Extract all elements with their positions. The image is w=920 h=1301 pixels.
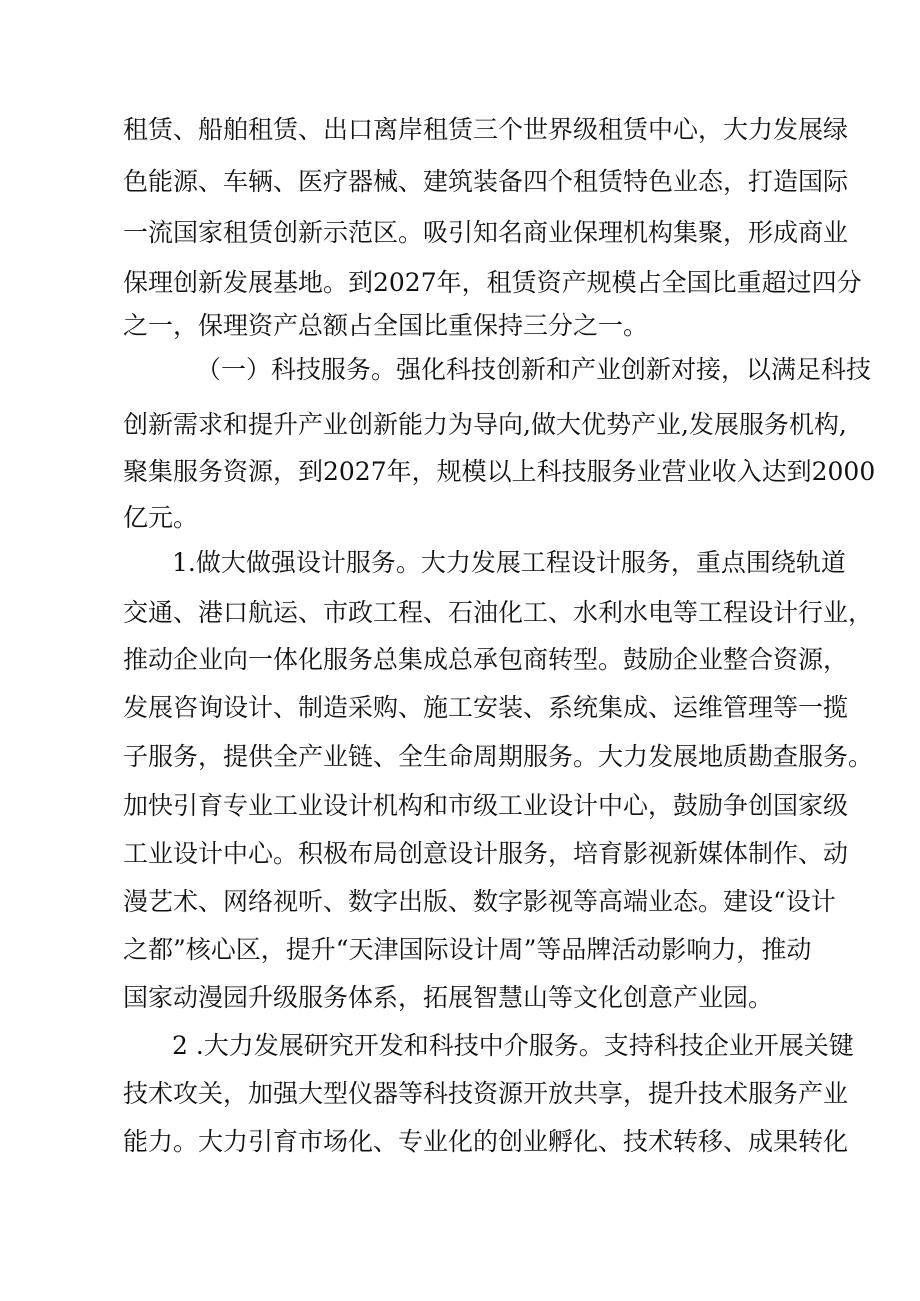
section-heading-line: （一）科技服务。强化科技创新和产业创新对接，以满足科技 — [196, 355, 872, 384]
text-line-5: 之一，保理资产总额占全国比重保持三分之一。 — [123, 311, 649, 340]
text-line-3: 一流国家租赁创新示范区。吸引知名商业保理机构集聚，形成商业 — [123, 218, 849, 247]
text-line-19: 国家动漫园升级服务体系，拓展智慧山等文化创意产业园。 — [123, 983, 774, 1012]
text-line-7: 创新需求和提升产业创新能力为导向,做大优势产业,发展服务机构, — [123, 410, 847, 439]
text-line-21: 技术攻关，加强大型仪器等科技资源开放共享，提升技术服务产业 — [123, 1079, 849, 1108]
text-line-8: 聚集服务资源，到2027年，规模以上科技服务业营业收入达到2000 — [123, 457, 876, 486]
text-line-9: 亿元。 — [123, 503, 199, 532]
item-1-heading-line: 1.做大做强设计服务。大力发展工程设计服务，重点围绕轨道 — [172, 548, 846, 577]
text-line-2: 色能源、车辆、医疗器械、建筑装备四个租赁特色业态，打造国际 — [123, 167, 849, 196]
text-line-1: 租赁、船舶租赁、出口离岸租赁三个世界级租赁中心，大力发展绿 — [123, 115, 849, 144]
text-line-13: 发展咨询设计、制造采购、施工安装、系统集成、运维管理等一揽 — [123, 693, 849, 722]
text-line-12: 推动企业向一体化服务总集成总承包商转型。鼓励企业整合资源， — [123, 645, 849, 674]
text-line-16: 工业设计中心。积极布局创意设计服务，培育影视新媒体制作、动 — [123, 839, 849, 868]
text-line-15: 加快引育专业工业设计机构和市级工业设计中心，鼓励争创国家级 — [123, 791, 849, 820]
item-2-heading-line: 2 .大力发展研究开发和科技中介服务。支持科技企业开展关键 — [172, 1031, 854, 1060]
text-line-18: 之都”核心区，提升“天津国际设计周”等品牌活动影响力，推动 — [123, 935, 812, 964]
text-line-14: 子服务，提供全产业链、全生命周期服务。大力发展地质勘查服务。 — [123, 742, 874, 771]
text-line-17: 漫艺术、网络视听、数字出版、数字影视等高端业态。建设“设计 — [123, 887, 836, 916]
text-line-22: 能力。大力引育市场化、专业化的创业孵化、技术转移、成果转化 — [123, 1127, 849, 1156]
text-line-4: 保理创新发展基地。到2027年，租赁资产规模占全国比重超过四分 — [123, 268, 862, 297]
text-line-11: 交通、港口航运、市政工程、石油化工、水利水电等工程设计行业， — [123, 598, 874, 627]
